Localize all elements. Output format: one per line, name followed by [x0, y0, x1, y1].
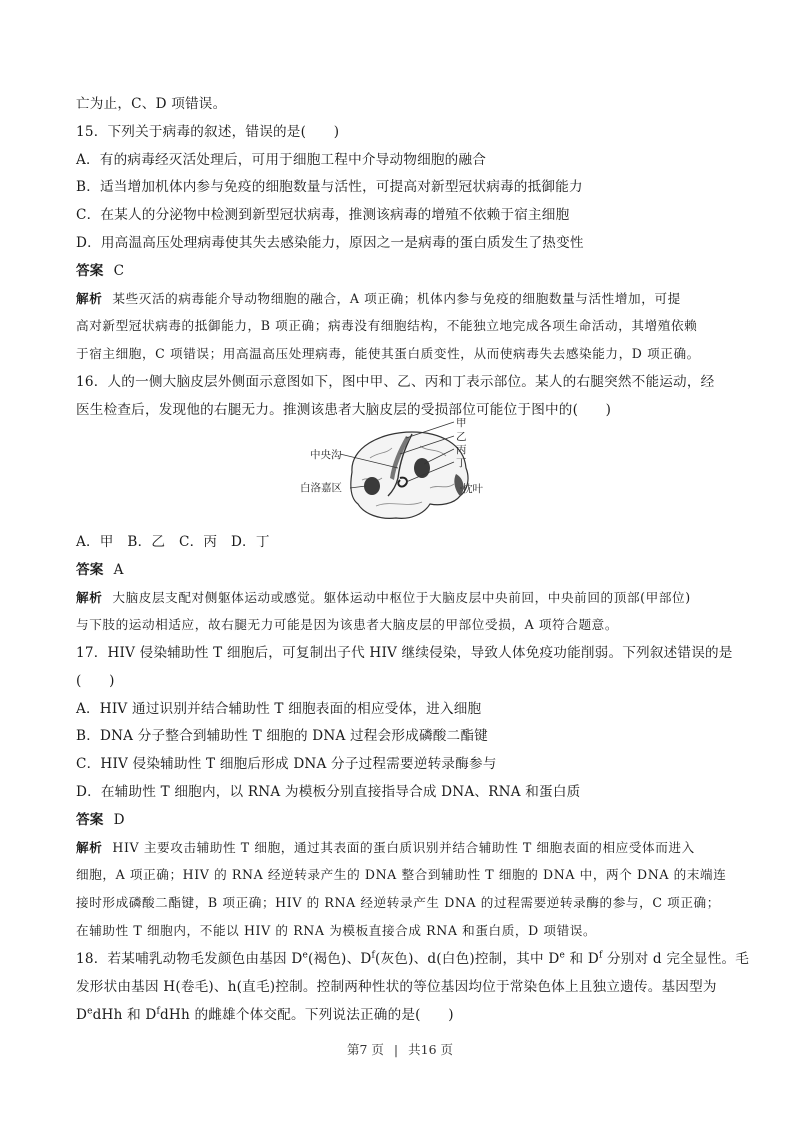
label-broca: 白洛嘉区: [300, 482, 342, 494]
brain-outline: [351, 432, 468, 518]
question-15-analysis: [76, 289, 681, 309]
analysis-text: 与下肢的运动相适应，故右腿无力可能是因为该患者大脑皮层的甲部位受损，A 项符合题意。: [76, 617, 619, 632]
text-run: dHh 的雌雄个体交配。下列说法正确的是( ): [160, 1007, 454, 1023]
question-17-analysis: [76, 838, 695, 858]
label-yi: 乙: [456, 431, 467, 443]
question-15-option-a: A．有的病毒经灭活处理后，可用于细胞工程中介导动物细胞的融合: [76, 152, 487, 168]
answer-label: 答案: [76, 263, 104, 279]
label-jia: 甲: [456, 418, 467, 429]
label-ding: 丁: [456, 457, 467, 469]
label-bing: 丙: [456, 444, 467, 456]
analysis-text: 高对新型冠状病毒的抵御能力，B 项正确；病毒没有细胞结构，不能独立地完成各项生命活动，其增殖依赖: [76, 318, 698, 333]
answer-value: A: [113, 562, 124, 578]
text-run: 和 D: [565, 951, 599, 967]
text-run: D: [76, 1007, 88, 1023]
analysis-text: HIV 主要攻击辅助性 T 细胞，通过其表面的蛋白质识别并结合辅助性 T 细胞表面的相应受体而进入: [112, 840, 695, 855]
text-run: (灰色)、d(白色)控制，其中 D: [375, 951, 560, 967]
analysis-text: 在辅助性 T 细胞内，不能以 HIV 的 RNA 为模板直接合成 RNA 和蛋白质，D 项错误。: [76, 923, 597, 938]
question-17-stem: ( ): [76, 673, 115, 689]
question-17-option-b: B．DNA 分子整合到辅助性 T 细胞的 DNA 过程会形成磷酸二酯键: [76, 728, 488, 744]
question-18-stem: 发形状由基因 H(卷毛)、h(直毛)控制。控制两种性状的等位基因均位于常染色体上且独立遗传。基因型为: [76, 979, 717, 995]
superscript: e: [559, 950, 566, 961]
label-occipital: 枕叶: [462, 483, 483, 495]
superscript: f: [371, 950, 375, 961]
question-15-option-c: C．在某人的分泌物中检测到新型冠状病毒，推测该病毒的增殖不依赖于宿主细胞: [76, 207, 570, 223]
question-16-stem: 16．人的一侧大脑皮层外侧面示意图如下，图中甲、乙、丙和丁表示部位。某人的右腿突然不能运动，经: [76, 374, 715, 390]
brain-diagram: [300, 418, 500, 530]
page-number: 第7 页: [346, 1042, 384, 1057]
analysis-label: 解析: [76, 840, 103, 855]
question-16-stem: 医生检查后，发现他的右腿无力。推测该患者大脑皮层的受损部位可能位于图中的( ): [76, 402, 612, 418]
superscript: f: [598, 950, 603, 961]
question-17-answer: [76, 810, 125, 830]
analysis-text: 大脑皮层支配对侧躯体运动或感觉。躯体运动中枢位于大脑皮层中央前回，中央前回的顶部(甲部位): [112, 590, 691, 605]
text-run: dHh 和 D: [92, 1007, 157, 1023]
analysis-text: 某些灭活的病毒能介导动物细胞的融合，A 项正确；机体内参与免疫的细胞数量与活性增加，可提: [112, 291, 681, 306]
question-16-options: A．甲 B．乙 C．丙 D．丁: [76, 534, 270, 550]
superscript: e: [87, 1006, 93, 1017]
analysis-text: 细胞，A 项正确；HIV 的 RNA 经逆转录产生的 DNA 整合到辅助性 T 细胞的 DNA 中，两个 DNA 的末端连: [76, 867, 727, 882]
page-total: 共16 页: [408, 1042, 454, 1057]
footer-separator: |: [393, 1042, 399, 1057]
question-16-answer: [76, 560, 124, 580]
question-17-stem: 17．HIV 侵染辅助性 T 细胞后，可复制出子代 HIV 继续侵染，导致人体免疫功能削弱。下列叙述错误的是: [76, 645, 733, 661]
analysis-text: 接时形成磷酸二酯键，B 项正确；HIV 的 RNA 经逆转录产生 DNA 的过程需要逆转录酶的参与，C 项正确；: [76, 895, 720, 910]
text-line: 亡为止，C、D 项错误。: [76, 96, 227, 112]
question-17-option-c: C．HIV 侵染辅助性 T 细胞后形成 DNA 分子过程需要逆转录酶参与: [76, 756, 497, 772]
analysis-label: 解析: [76, 590, 103, 605]
text-run: 分别对 d 完全显性。毛: [602, 951, 750, 967]
question-16-analysis: [76, 588, 691, 608]
superscript: f: [156, 1006, 161, 1017]
question-17-option-d: D．在辅助性 T 细胞内，以 RNA 为模板分别直接指导合成 DNA、RNA 和蛋白质: [76, 784, 581, 800]
superscript: e: [302, 950, 308, 961]
answer-value: C: [113, 263, 125, 279]
answer-label: 答案: [76, 812, 104, 828]
answer-value: D: [113, 812, 125, 828]
question-17-option-a: A．HIV 通过识别并结合辅助性 T 细胞表面的相应受体，进入细胞: [76, 701, 482, 717]
analysis-label: 解析: [76, 291, 103, 306]
label-central-sulcus: 中央沟: [310, 449, 342, 461]
question-15-stem: 15．下列关于病毒的叙述，错误的是( ): [76, 124, 340, 140]
question-15-option-b: B．适当增加机体内参与免疫的细胞数量与活性，可提高对新型冠状病毒的抵御能力: [76, 179, 583, 195]
text-run: 18．若某哺乳动物毛发颜色由基因 D: [76, 951, 303, 967]
broca-area: [364, 477, 380, 495]
question-18-stem: [76, 1005, 454, 1025]
question-18-stem: [76, 949, 749, 969]
analysis-text: 于宿主细胞，C 项错误；用高温高压处理病毒，能使其蛋白质变性，从而使病毒失去感染能力，D 项正确。: [76, 346, 700, 361]
question-15-option-d: D．用高温高压处理病毒使其失去感染能力，原因之一是病毒的蛋白质发生了热变性: [76, 235, 584, 251]
text-run: (褐色)、D: [307, 951, 372, 967]
answer-label: 答案: [76, 562, 104, 578]
page-footer: [0, 1040, 800, 1058]
question-15-answer: [76, 261, 124, 281]
